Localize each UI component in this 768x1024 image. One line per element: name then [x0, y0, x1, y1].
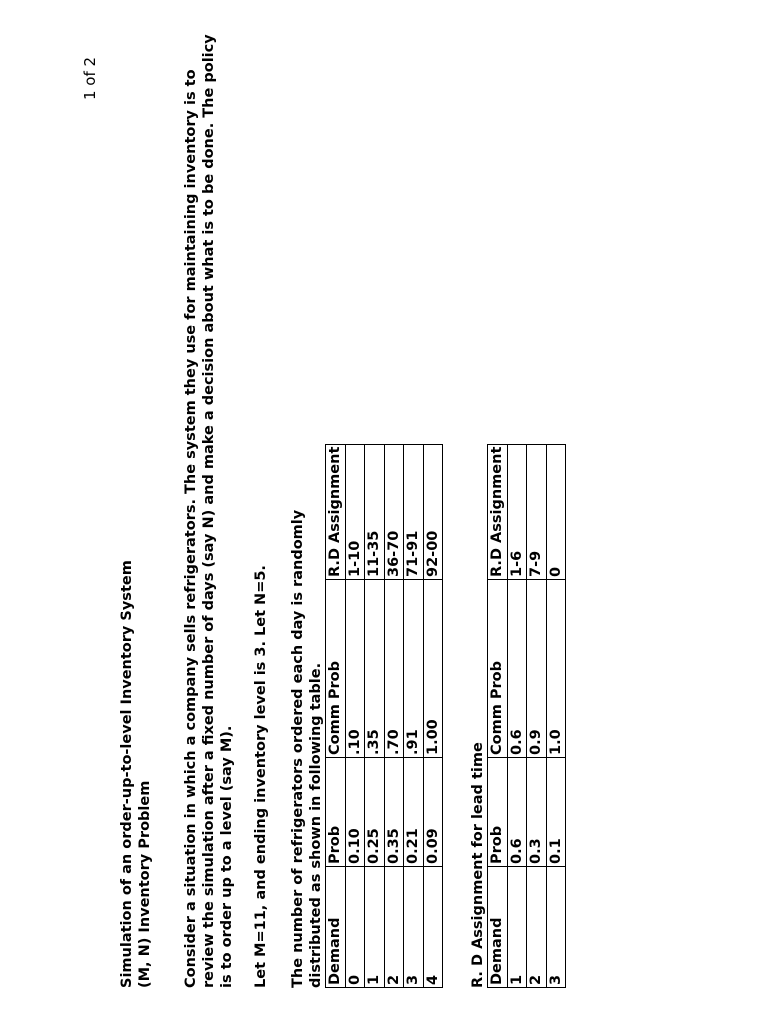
- table-cell: 2: [384, 867, 404, 988]
- header-cell: Comm Prob: [488, 580, 508, 758]
- lead-table-container: [487, 33, 567, 988]
- lead-time-caption: R. D Assignment for lead time: [470, 742, 486, 988]
- table-cell: 3: [546, 867, 566, 988]
- table-cell: 1.00: [423, 580, 443, 758]
- intro-paragraph: Consider a situation in which a company sells refrigerators. The system they use for maintaining inventory is to review the simulation after a fixed number of days (say N) and make a decision about what is to be done. The policy is to order up to a level (say M).: [183, 34, 235, 988]
- table-cell: 0.25: [365, 758, 385, 867]
- table-cell: .35: [365, 580, 385, 758]
- table-row: [423, 444, 443, 987]
- table-cell: 0: [345, 867, 365, 988]
- document-title: [118, 33, 154, 988]
- header-cell: R.D Assignment: [326, 444, 346, 579]
- table-row: [507, 444, 527, 987]
- table-row: [404, 444, 424, 987]
- table-header-row: [488, 444, 508, 987]
- document-body: [118, 33, 613, 988]
- table-cell: .70: [384, 580, 404, 758]
- table-row: [384, 444, 404, 987]
- table-cell: 0.09: [423, 758, 443, 867]
- table-cell: 71-91: [404, 444, 424, 579]
- table-cell: 11-35: [365, 444, 385, 579]
- table-cell: 0.3: [527, 758, 547, 867]
- table-cell: .91: [404, 580, 424, 758]
- table-cell: 0.35: [384, 758, 404, 867]
- header-cell: R.D Assignment: [488, 444, 508, 579]
- table-row: [345, 444, 365, 987]
- table-cell: 7-9: [527, 444, 547, 579]
- table-row: [527, 444, 547, 987]
- table-cell: 4: [423, 867, 443, 988]
- table-row: [365, 444, 385, 987]
- header-cell: Demand: [326, 867, 346, 988]
- header-cell: Comm Prob: [326, 580, 346, 758]
- table-cell: 0.6: [507, 758, 527, 867]
- demand-table: [325, 444, 443, 988]
- table-header-row: [326, 444, 346, 987]
- table-cell: 0: [546, 444, 566, 579]
- table-cell: .10: [345, 580, 365, 758]
- table-cell: 0.10: [345, 758, 365, 867]
- parameters-paragraph: Let M=11, and ending inventory level is 3. Let N=5.: [253, 565, 269, 988]
- table-cell: 3: [404, 867, 424, 988]
- header-cell: Prob: [488, 758, 508, 867]
- table-row: [546, 444, 566, 987]
- table-cell: 1-10: [345, 444, 365, 579]
- table-cell: 1-6: [507, 444, 527, 579]
- lead-time-table: [487, 444, 566, 988]
- title-line: Simulation of an order-up-to-level Inventory System: [119, 560, 135, 988]
- subtitle-line: (M, N) Inventory Problem: [137, 780, 153, 988]
- header-cell: Prob: [326, 758, 346, 867]
- table-cell: 1.0: [546, 580, 566, 758]
- demand-table-container: [325, 33, 447, 988]
- table-cell: 1: [365, 867, 385, 988]
- table-intro-paragraph: The number of refrigerators ordered each day is randomly distributed as shown in following table.: [290, 509, 324, 988]
- table-cell: 0.21: [404, 758, 424, 867]
- table-cell: 2: [527, 867, 547, 988]
- table-cell: 0.1: [546, 758, 566, 867]
- table-cell: 1: [507, 867, 527, 988]
- header-cell: Demand: [488, 867, 508, 988]
- table-cell: 0.6: [507, 580, 527, 758]
- table-cell: 36-70: [384, 444, 404, 579]
- table-cell: 0.9: [527, 580, 547, 758]
- page-number: 1 of 2: [81, 56, 99, 100]
- table-cell: 92-00: [423, 444, 443, 579]
